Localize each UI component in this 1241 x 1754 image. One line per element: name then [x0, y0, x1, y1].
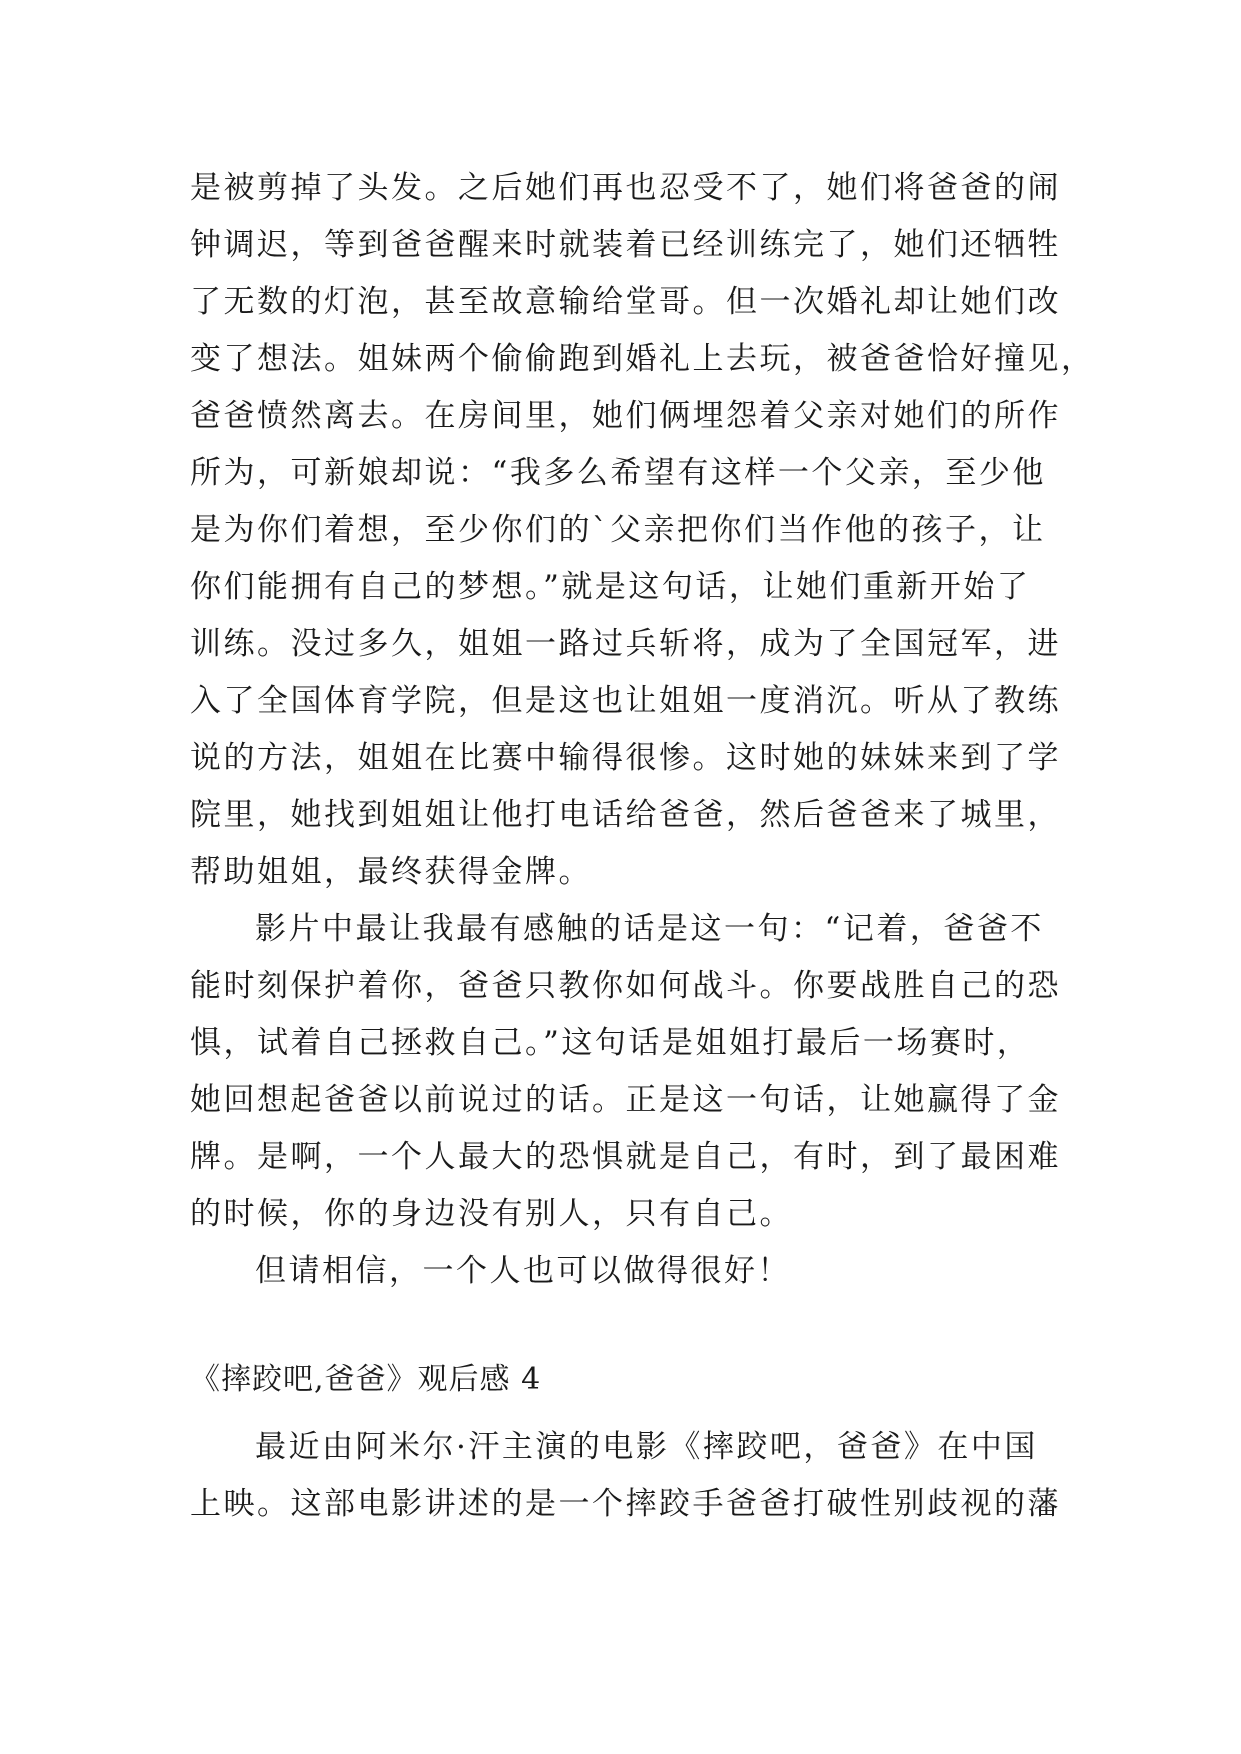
text-line: 惧，试着自己拯救自己。”这句话是姐姐打最后一场赛时， — [190, 1025, 1031, 1061]
text-line: 是为你们着想，至少你们的`父亲把你们当作他的孩子，让 — [190, 512, 1046, 548]
text-line: 了无数的灯泡，甚至故意输给堂哥。但一次婚礼却让她们改 — [190, 284, 1061, 320]
text-line: 钟调迟，等到爸爸醒来时就装着已经训练完了，她们还牺牲 — [190, 227, 1061, 263]
text-line: 说的方法，姐姐在比赛中输得很惨。这时她的妹妹来到了学 — [190, 740, 1061, 776]
text-line: 但请相信，一个人也可以做得很好！ — [255, 1253, 791, 1289]
text-line: 训练。没过多久，姐姐一路过兵斩将，成为了全国冠军，进 — [190, 626, 1061, 662]
text-line: 她回想起爸爸以前说过的话。正是这一句话，让她赢得了金 — [190, 1082, 1061, 1118]
text-line: 是被剪掉了头发。之后她们再也忍受不了，她们将爸爸的闹 — [190, 170, 1061, 206]
section-heading: 《摔跤吧,爸爸》观后感 4 — [190, 1362, 542, 1397]
text-line: 变了想法。姐妹两个偷偷跑到婚礼上去玩，被爸爸恰好撞见， — [190, 341, 1095, 377]
text-line: 你们能拥有自己的梦想。”就是这句话，让她们重新开始了 — [190, 569, 1031, 605]
text-line: 影片中最让我最有感触的话是这一句：“记着，爸爸不 — [255, 911, 1044, 947]
text-line: 上映。这部电影讲述的是一个摔跤手爸爸打破性别歧视的藩 — [190, 1486, 1061, 1522]
text-line: 帮助姐姐，最终获得金牌。 — [190, 854, 592, 890]
text-line: 所为，可新娘却说：“我多么希望有这样一个父亲，至少他 — [190, 455, 1046, 491]
text-line: 牌。是啊，一个人最大的恐惧就是自己，有时，到了最困难 — [190, 1139, 1061, 1175]
text-line: 能时刻保护着你，爸爸只教你如何战斗。你要战胜自己的恐 — [190, 968, 1061, 1004]
text-line: 院里，她找到姐姐让他打电话给爸爸，然后爸爸来了城里， — [190, 797, 1061, 833]
text-line: 爸爸愤然离去。在房间里，她们俩埋怨着父亲对她们的所作 — [190, 398, 1061, 434]
text-line: 最近由阿米尔·汗主演的电影《摔跤吧，爸爸》在中国 — [255, 1429, 1038, 1465]
text-line: 的时候，你的身边没有别人，只有自己。 — [190, 1196, 793, 1232]
text-line: 入了全国体育学院，但是这也让姐姐一度消沉。听从了教练 — [190, 683, 1061, 719]
